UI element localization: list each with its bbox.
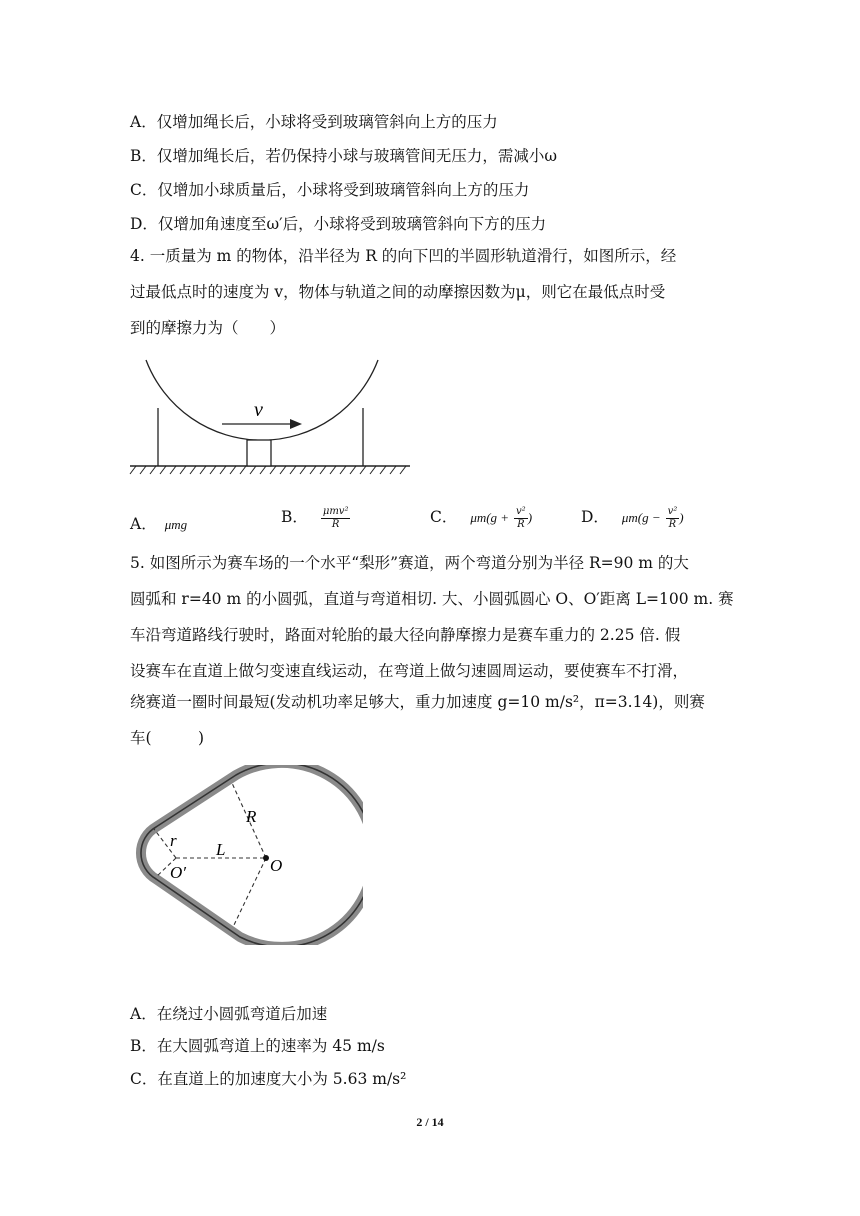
q4-option-b-fraction: $\frac{\text{μmv²}}{R}$ [322,505,349,530]
q5-label-O: O [270,856,283,875]
q3-option-c: C．仅增加小球质量后，小球将受到玻璃管斜向上方的压力 [130,181,530,199]
q5-label-R: R [246,807,257,826]
q5-label-O-prime: O′ [170,863,186,882]
q5-stem-line-3: 车沿弯道路线行驶时，路面对轮胎的最大径向静摩擦力是赛车重力的 2.25 倍. 假 [130,626,681,644]
velocity-arrow-icon [290,419,302,429]
q4-stem-line-2: 过最低点时的速度为 v，物体与轨道之间的动摩擦因数为μ，则它在最低点时受 [130,283,666,301]
q4-option-a: A． μmg [130,515,188,533]
q5-label-r: r [170,831,177,850]
q5-pear-track-figure [128,765,363,945]
q4-option-b: B． $\frac{\text{μmv²}}{R}$ [281,505,349,530]
q4-velocity-label: v [254,399,263,421]
q5-stem-line-5: 绕赛道一圈时间最短(发动机功率足够大，重力加速度 g=10 m/s²，π=3.14)，则赛 [130,693,705,711]
q3-option-b: B．仅增加绳长后，若仍保持小球与玻璃管间无压力，需减小ω [130,147,558,165]
q5-option-c: C．在直道上的加速度大小为 5.63 m/s² [130,1070,407,1088]
q4-option-c-fraction: $\frac{\text{v²}}{R}$ [516,505,526,530]
q5-center-O-dot [263,855,269,861]
q4-stem-line-1: 4. 一质量为 m 的物体，沿半径为 R 的向下凹的半圆形轨道滑行，如图所示，经 [130,247,677,265]
q5-label-L: L [216,840,226,859]
q3-option-a: A．仅增加绳长后，小球将受到玻璃管斜向上方的压力 [130,113,498,131]
q4-option-d-fraction: $\frac{\text{v²}}{R}$ [667,505,678,530]
q4-option-d: D． μm(g − $\frac{\text{v²}}{R}$ ) [581,505,684,530]
q5-stem-line-2: 圆弧和 r=40 m 的小圆弧，直道与弯道相切. 大、小圆弧圆心 O、O′距离 L=100 m. 赛 [130,590,734,608]
q5-stem-line-6: 车( ) [130,729,205,747]
q4-option-c: C． μm(g + $\frac{\text{v²}}{R}$ ) [430,505,533,530]
q5-stem-line-4: 设赛车在直道上做匀变速直线运动，在弯道上做匀速圆周运动，要使赛车不打滑， [130,662,689,680]
q5-stem-line-1: 5. 如图所示为赛车场的一个水平“梨形”赛道，两个弯道分别为半径 R=90 m 的大 [130,554,689,572]
q4-block [247,440,271,466]
q4-semicircle-track-figure [128,358,413,480]
q5-option-b: B．在大圆弧弯道上的速率为 45 m/s [130,1037,385,1055]
page-number: 2 / 14 [416,1115,444,1129]
q3-option-d: D．仅增加角速度至ω′后，小球将受到玻璃管斜向下方的压力 [130,215,547,233]
q5-option-a: A．在绕过小圆弧弯道后加速 [130,1005,328,1023]
q4-stem-line-3: 到的摩擦力为（ ） [130,319,286,337]
